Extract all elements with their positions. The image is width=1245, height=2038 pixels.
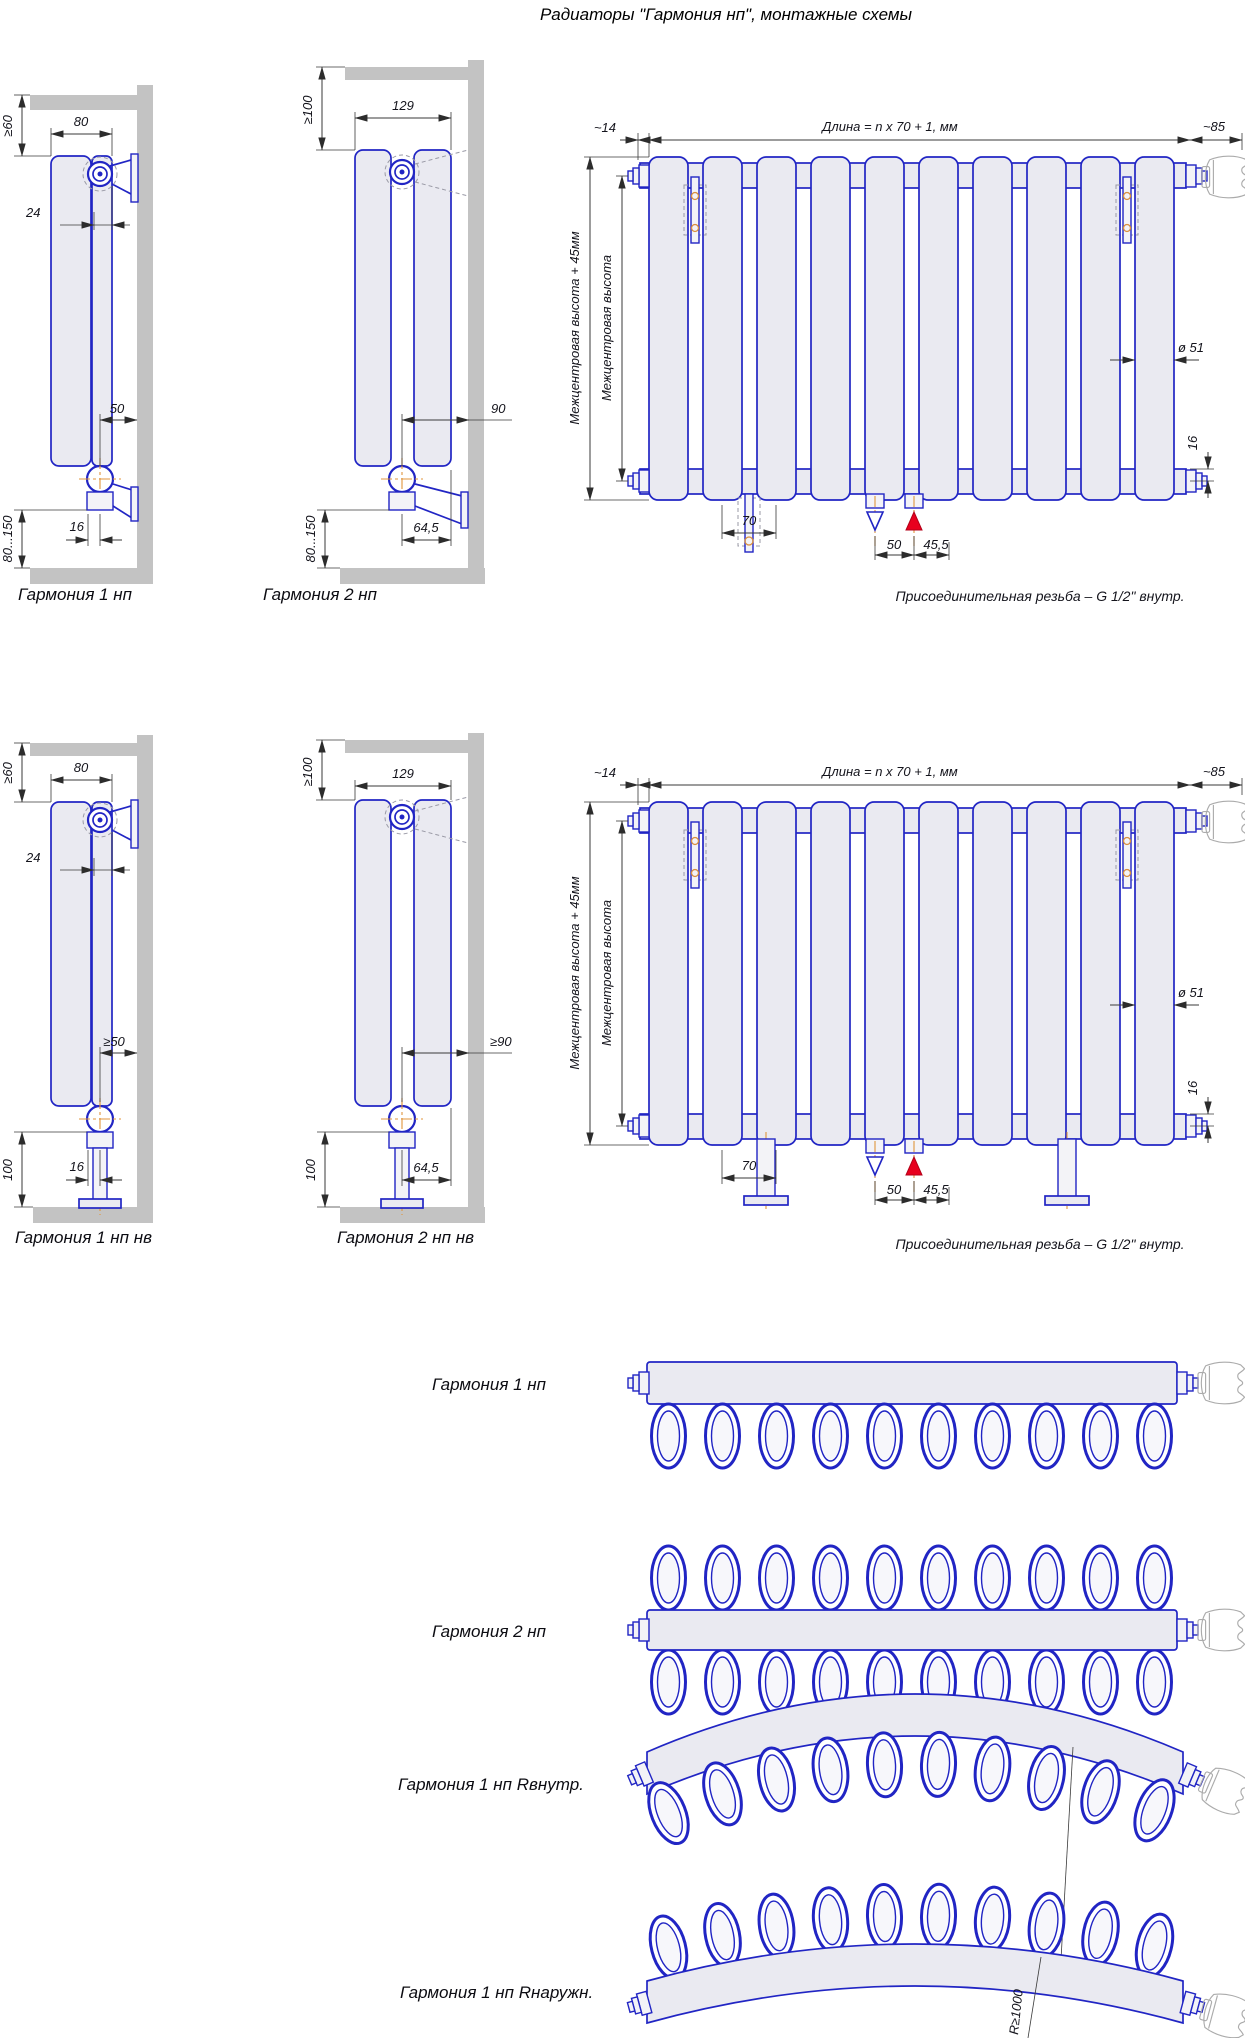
shelf <box>345 740 468 753</box>
row1-front-view <box>567 119 1245 604</box>
top-view-straight-single <box>432 1362 1245 1468</box>
dim-radius: R≥1000 <box>1006 1988 1026 2036</box>
shelf <box>30 743 137 756</box>
dim-offset: 24 <box>26 850 41 865</box>
dim-height-inner: Межцентровая высота <box>599 254 614 402</box>
dim-tube-dia: ø 51 <box>1178 340 1205 355</box>
dim-pipe-offset: 64,5 <box>413 1160 439 1175</box>
dim-floor-range: 80...150 <box>0 515 15 563</box>
tube-back <box>414 150 451 466</box>
dim-pitch: 70 <box>741 513 757 528</box>
dim-depth: 129 <box>392 766 414 781</box>
shelf <box>345 67 468 80</box>
dim-top-gap: ≥100 <box>300 757 315 787</box>
view-label: Гармония 2 нп нв <box>337 1228 474 1247</box>
top-view-radius-outer <box>400 1884 1245 2038</box>
tube-back <box>414 800 451 1106</box>
thermostat-valve-ghost <box>1202 801 1245 843</box>
wall <box>137 85 153 572</box>
end-fitting <box>1177 1372 1198 1394</box>
dim-depth: 80 <box>73 114 89 129</box>
dim-depth: 80 <box>73 760 89 775</box>
view-label: Гармония 1 нп нв <box>15 1228 152 1247</box>
dim-end-gap: ~14 <box>593 765 616 780</box>
foot <box>79 1199 121 1208</box>
dim-length-formula: Длина = n x 70 + 1, мм <box>822 119 958 134</box>
end-fitting <box>626 1991 652 2018</box>
tube-front <box>355 800 391 1106</box>
dim-height-inner: Межцентровая высота <box>599 899 614 1047</box>
dim-height-outer: Межцентровая высота + 45мм <box>567 231 582 425</box>
flow-triangle-supply <box>906 512 922 530</box>
foot <box>1045 1196 1089 1205</box>
flow-triangle-return <box>867 512 883 530</box>
dim-floor-height: 100 <box>0 1159 15 1181</box>
view-label: Гармония 1 нп <box>18 585 133 604</box>
flow-triangle-supply <box>906 1157 922 1175</box>
bottom-connection <box>79 458 138 521</box>
row2-side-view-1 <box>0 735 153 1247</box>
dim-depth: 129 <box>392 98 414 113</box>
dim-wall-dist: 90 <box>491 401 506 416</box>
tube-array <box>649 157 1174 500</box>
thermostat-valve-ghost <box>1198 1362 1245 1404</box>
thermostat-valve-ghost <box>1194 1762 1245 1818</box>
thermostat-valve-ghost <box>1197 1989 1245 2038</box>
collector <box>647 1610 1177 1650</box>
bottom-connection <box>381 458 468 528</box>
dim-wall-dist: 50 <box>109 401 125 416</box>
dim-top-gap: ≥60 <box>0 115 15 137</box>
end-fitting <box>1180 1991 1206 2018</box>
dim-pitch: 70 <box>741 1158 757 1173</box>
dim-top-gap: ≥60 <box>0 762 15 784</box>
thread-note: Присоединительная резьба – G 1/2" внутр. <box>895 588 1185 604</box>
row1-side-view-2 <box>263 60 512 604</box>
dim-height-outer: Межцентровая высота + 45мм <box>567 876 582 1070</box>
shelf <box>30 95 137 110</box>
dim-tube-dia: ø 51 <box>1178 985 1205 1000</box>
tube-front <box>51 802 91 1106</box>
row2-side-view-2 <box>300 733 512 1247</box>
view-label: Гармония 1 нп Rвнутр. <box>398 1775 584 1794</box>
tube-front <box>355 150 391 466</box>
dim-conn-spacing: 50 <box>886 537 902 552</box>
dim-valve-len: ~85 <box>1202 764 1226 779</box>
inlet-fitting-bottom <box>628 1115 649 1137</box>
dim-floor-height: 100 <box>303 1159 318 1181</box>
tube-back <box>92 802 112 1106</box>
view-label: Гармония 1 нп Rнаружн. <box>400 1983 594 2002</box>
dim-pipe-offset: 64,5 <box>413 520 439 535</box>
leg <box>757 1139 775 1198</box>
outlet-fitting-top <box>1186 165 1207 187</box>
dim-edge-offset: 16 <box>1185 435 1200 451</box>
inlet-fitting-bottom <box>628 470 649 492</box>
dim-wall-dist: ≥50 <box>103 1034 125 1049</box>
dim-conn-spacing: 50 <box>886 1182 902 1197</box>
dim-wall-dist: ≥90 <box>490 1034 512 1049</box>
end-fitting <box>628 1619 649 1641</box>
leg <box>1058 1139 1076 1198</box>
wall <box>137 735 153 1207</box>
dim-pipe-offset: 16 <box>69 519 84 534</box>
flow-triangle-return <box>867 1157 883 1175</box>
dim-floor-range: 80...150 <box>303 515 318 563</box>
view-label: Гармония 1 нп <box>432 1375 547 1394</box>
floor <box>30 568 153 584</box>
outlet-fitting-top <box>1186 810 1207 832</box>
dim-valve-len: ~85 <box>1202 119 1226 134</box>
floor <box>340 1207 485 1223</box>
foot <box>744 1196 788 1205</box>
wall <box>468 733 484 1207</box>
collector <box>647 1362 1177 1404</box>
inlet-fitting-top <box>628 810 649 832</box>
dim-end-gap: ~14 <box>593 120 616 135</box>
dim-offset: 24 <box>26 205 41 220</box>
row1-side-view-1 <box>0 85 153 604</box>
wall <box>468 60 484 572</box>
tube-sections <box>652 1404 1172 1468</box>
thermostat-valve-ghost <box>1202 156 1245 198</box>
floor <box>33 1207 153 1223</box>
view-label: Гармония 2 нп <box>263 585 378 604</box>
end-fitting <box>1177 1619 1198 1641</box>
thermostat-valve-ghost <box>1198 1609 1245 1651</box>
foot <box>381 1199 423 1208</box>
dim-conn-edge: 45,5 <box>923 537 949 552</box>
tube-front <box>51 156 91 466</box>
page-title: Радиаторы "Гармония нп", монтажные схемы <box>539 5 913 24</box>
dim-length-formula: Длина = n x 70 + 1, мм <box>822 764 958 779</box>
end-fitting <box>628 1372 649 1394</box>
dim-edge-offset: 16 <box>1185 1080 1200 1096</box>
view-label: Гармония 2 нп <box>432 1622 547 1641</box>
dim-pipe-offset: 16 <box>69 1159 84 1174</box>
row2-front-view <box>567 764 1245 1252</box>
inlet-fitting-top <box>628 165 649 187</box>
dim-top-gap: ≥100 <box>300 95 315 125</box>
tube-sections-top <box>652 1546 1172 1610</box>
tube-array <box>649 802 1174 1145</box>
dim-conn-edge: 45,5 <box>923 1182 949 1197</box>
top-view-straight-double <box>432 1546 1245 1714</box>
thread-note: Присоединительная резьба – G 1/2" внутр. <box>895 1236 1185 1252</box>
floor <box>340 568 485 584</box>
